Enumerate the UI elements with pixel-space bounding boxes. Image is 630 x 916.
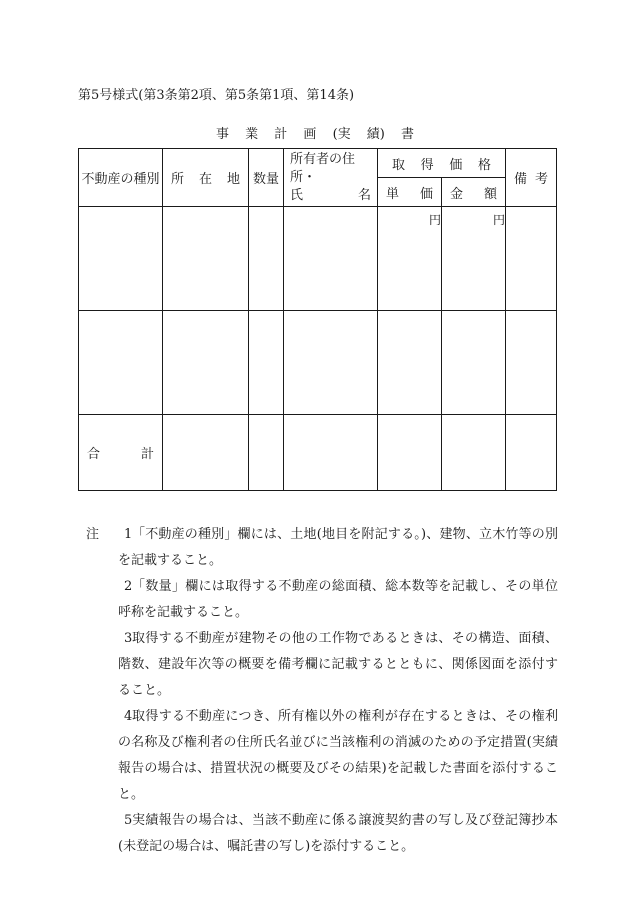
cell-quantity[interactable] (249, 207, 284, 311)
cell-location[interactable] (163, 207, 249, 311)
total-label-cell (79, 415, 163, 491)
total-cell-unit-price[interactable] (378, 415, 442, 491)
notes-label: 注 (86, 527, 100, 542)
header-amount-char: 額 (483, 186, 497, 202)
table-row (79, 311, 557, 415)
cell-unit-price[interactable] (378, 207, 442, 311)
cell-remarks[interactable] (506, 207, 557, 311)
header-unit-char: 単 (386, 186, 400, 202)
form-number: 第5号様式(第3条第2項、第5条第1項、第14条) (78, 88, 355, 103)
header-unit-price (378, 178, 442, 207)
header-owner-line1: 所有者の住所・ (290, 151, 356, 185)
header-location-char: 地 (226, 172, 240, 187)
note-text: 取得する不動産につき、所有権以外の権利が存在するときは、その権利の名称及び権利者の住所氏名並びに当該権利の消滅のための予定措置(実績報告の場合は、措置状況の概要及びその結果)を記載した書面を添付すること。 (118, 709, 558, 802)
total-char: 計 (140, 447, 154, 462)
note-text: 「数量」欄には取得する不動産の総面積、総本数等を記載し、その単位呼称を記載すること。 (118, 579, 558, 620)
note-number: 1 (124, 527, 133, 542)
note-text: 「不動産の種別」欄には、土地(地目を附記する。)、建物、立木竹等の別を記載すること。 (118, 527, 558, 568)
total-cell-remarks[interactable] (506, 415, 557, 491)
header-acq-char: 格 (477, 157, 491, 173)
title-char: 書 (401, 127, 415, 142)
table-row (79, 207, 557, 311)
business-plan-table (78, 148, 557, 491)
title-char: 計 (274, 127, 288, 142)
header-quantity (249, 149, 284, 207)
cell-type[interactable] (79, 207, 163, 311)
notes-section (88, 522, 558, 860)
header-property-type (79, 149, 163, 207)
header-owner-char: 名 (357, 187, 371, 203)
total-cell-quantity[interactable] (249, 415, 284, 491)
header-acq-char: 価 (449, 157, 463, 173)
note-item (88, 574, 558, 626)
cell-quantity[interactable] (249, 311, 284, 415)
header-acquisition-price (378, 149, 506, 178)
title-char: 績) (366, 127, 385, 142)
cell-unit-price[interactable] (378, 311, 442, 415)
cell-amount[interactable] (442, 207, 506, 311)
header-remarks (506, 149, 557, 207)
title-char: (実 (332, 127, 351, 142)
header-owner-char: 氏 (290, 187, 304, 203)
title-char: 画 (303, 127, 317, 142)
note-text: 実績報告の場合は、当該不動産に係る譲渡契約書の写し及び登記簿抄本(未登記の場合は、嘱託書の写し)を添付すること。 (118, 813, 558, 854)
header-remarks-char: 備 (514, 172, 528, 187)
note-text: 取得する不動産が建物その他の工作物であるときは、その構造、面積、階数、建設年次等の概要を備考欄に記載するとともに、関係図面を添付すること。 (118, 631, 558, 698)
header-amount-char: 金 (450, 186, 464, 202)
header-location-char: 在 (198, 172, 212, 187)
note-item (88, 808, 558, 860)
yen-unit-label: 円 (428, 213, 441, 227)
total-char: 合 (87, 447, 101, 462)
yen-amount-label: 円 (492, 213, 505, 227)
header-quantity-label: 数量 (252, 172, 279, 187)
cell-amount[interactable] (442, 311, 506, 415)
document-title (0, 123, 630, 142)
note-item (88, 704, 558, 808)
cell-location[interactable] (163, 311, 249, 415)
header-amount (442, 178, 506, 207)
note-number: 3 (124, 631, 133, 646)
total-cell-location[interactable] (163, 415, 249, 491)
header-acq-char: 得 (420, 157, 434, 173)
cell-owner[interactable] (284, 311, 378, 415)
title-char: 業 (245, 127, 259, 142)
note-number: 5 (124, 813, 133, 828)
title-char: 事 (215, 127, 229, 142)
total-row (79, 415, 557, 491)
header-owner (284, 149, 378, 207)
header-acq-char: 取 (392, 157, 406, 173)
cell-owner[interactable] (284, 207, 378, 311)
total-cell-owner[interactable] (284, 415, 378, 491)
header-unit-char: 価 (419, 186, 433, 202)
header-location (163, 149, 249, 207)
header-location-char: 所 (171, 172, 185, 187)
cell-remarks[interactable] (506, 311, 557, 415)
total-cell-amount[interactable] (442, 415, 506, 491)
cell-type[interactable] (79, 311, 163, 415)
note-number: 2 (124, 579, 133, 594)
note-number: 4 (124, 709, 133, 724)
note-item (88, 626, 558, 704)
note-item (88, 522, 558, 574)
header-remarks-char: 考 (534, 172, 548, 187)
header-property-type-label: 不動産の種別 (81, 172, 160, 187)
